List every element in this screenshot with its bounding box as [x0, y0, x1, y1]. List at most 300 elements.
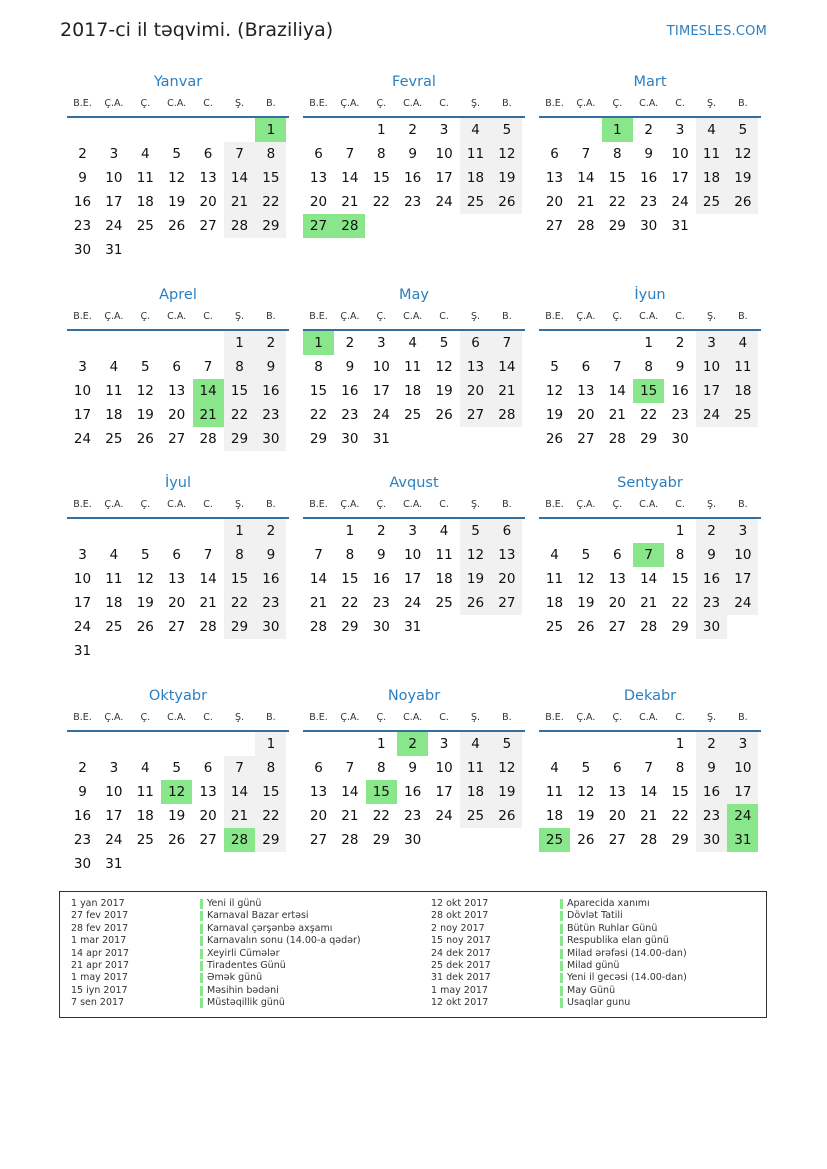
weekday-header: Ş. — [470, 712, 481, 723]
day-cell: 21 — [199, 595, 217, 611]
day-cell: 21 — [491, 379, 522, 403]
day-cell: 14 — [224, 780, 255, 804]
holiday-day-cell: 7 — [633, 543, 664, 567]
day-cell: 5 — [550, 359, 559, 375]
day-cell: 17 — [727, 780, 758, 804]
holiday-day-cell: 2 — [397, 732, 428, 756]
day-cell: 25 — [136, 832, 154, 848]
day-cell: 11 — [545, 571, 564, 587]
day-cell: 13 — [199, 784, 217, 800]
day-cell: 4 — [727, 331, 758, 355]
legend-marker — [560, 949, 563, 959]
day-cell: 20 — [491, 567, 522, 591]
month-name: Avqust — [389, 475, 439, 491]
day-cell: 22 — [341, 595, 359, 611]
day-cell: 22 — [372, 194, 390, 210]
legend-marker — [560, 936, 563, 946]
day-cell: 5 — [141, 547, 150, 563]
weekday-header: B.E. — [545, 712, 564, 723]
day-cell: 16 — [372, 571, 390, 587]
day-cell: 13 — [309, 784, 328, 800]
weekday-header: C. — [203, 98, 213, 109]
weekday-header: Ç. — [376, 712, 387, 723]
day-cell: 4 — [550, 760, 559, 776]
day-cell: 10 — [73, 571, 92, 587]
month-name: Dekabr — [623, 688, 677, 704]
weekday-header: Ç.A. — [104, 311, 124, 322]
day-cell: 14 — [309, 571, 328, 587]
legend-date: 12 okt 2017 — [431, 898, 489, 909]
day-cell: 23 — [696, 591, 727, 615]
weekday-header: C.A. — [167, 499, 187, 510]
day-cell: 23 — [372, 595, 390, 611]
day-cell: 8 — [224, 543, 255, 567]
day-cell: 29 — [224, 427, 255, 451]
legend-date: 27 fev 2017 — [71, 910, 129, 922]
day-cell: 2 — [255, 331, 286, 355]
legend-date: 7 sen 2017 — [71, 997, 125, 1009]
weekday-header: C.A. — [403, 311, 423, 322]
day-cell: 29 — [255, 214, 286, 238]
day-cell: 8 — [613, 146, 622, 162]
day-cell: 25 — [696, 190, 727, 214]
weekday-header: B. — [502, 311, 512, 322]
page-title: 2017-ci il təqvimi. (Braziliya) — [60, 19, 334, 41]
weekday-header: Ç.A. — [104, 499, 124, 510]
day-cell: 1 — [224, 331, 255, 355]
holiday-day-cell: 14 — [193, 379, 224, 403]
day-cell: 23 — [341, 407, 359, 423]
day-cell: 19 — [577, 808, 595, 824]
day-cell: 18 — [545, 595, 564, 611]
day-cell: 3 — [78, 359, 87, 375]
day-cell: 9 — [696, 756, 727, 780]
holiday-day-cell: 1 — [602, 118, 633, 142]
day-cell: 22 — [224, 403, 255, 427]
weekday-header: Ş. — [234, 499, 245, 510]
day-cell: 25 — [545, 619, 564, 635]
day-cell: 30 — [341, 431, 359, 447]
weekday-header: Ş. — [470, 98, 481, 109]
day-cell: 9 — [696, 543, 727, 567]
holiday-day-cell: 25 — [539, 828, 570, 852]
legend-holiday-name: Əmək günü — [207, 972, 263, 984]
weekday-header: B.E. — [309, 712, 328, 723]
day-cell: 17 — [435, 170, 453, 186]
day-cell: 25 — [460, 190, 491, 214]
day-cell: 23 — [255, 591, 286, 615]
day-cell: 16 — [404, 170, 422, 186]
legend-marker — [200, 911, 203, 921]
day-cell: 30 — [372, 619, 390, 635]
day-cell: 28 — [224, 214, 255, 238]
weekday-header: C.A. — [167, 311, 187, 322]
day-cell: 23 — [640, 194, 658, 210]
brand-logo-link[interactable]: TIMESLES.COM — [666, 24, 767, 39]
day-cell: 12 — [491, 142, 522, 166]
weekday-header: B. — [738, 98, 748, 109]
day-cell: 15 — [224, 567, 255, 591]
day-cell: 22 — [608, 194, 626, 210]
day-cell: 3 — [675, 122, 685, 138]
day-cell: 31 — [105, 856, 123, 872]
day-cell: 3 — [727, 519, 758, 543]
day-cell: 12 — [435, 359, 453, 375]
weekday-header: Ç.A. — [104, 98, 124, 109]
day-cell: 22 — [372, 808, 390, 824]
day-cell: 29 — [608, 218, 626, 234]
day-cell: 3 — [78, 547, 87, 563]
day-cell: 9 — [255, 355, 286, 379]
day-cell: 7 — [644, 760, 653, 776]
weekday-header: Ç. — [376, 311, 387, 322]
day-cell: 12 — [545, 383, 564, 399]
day-cell: 13 — [545, 170, 564, 186]
weekday-header: Ş. — [234, 712, 245, 723]
weekday-header: B.E. — [73, 712, 92, 723]
holiday-day-cell: 31 — [727, 828, 758, 852]
day-cell: 20 — [460, 379, 491, 403]
day-cell: 15 — [309, 383, 328, 399]
day-cell: 22 — [255, 190, 286, 214]
day-cell: 21 — [224, 804, 255, 828]
weekday-header: Ş. — [234, 311, 245, 322]
day-cell: 14 — [199, 571, 217, 587]
day-cell: 7 — [581, 146, 591, 162]
day-cell: 4 — [439, 523, 449, 539]
weekday-header: C.A. — [403, 499, 423, 510]
day-cell: 16 — [341, 383, 359, 399]
day-cell: 19 — [136, 595, 154, 611]
legend-date: 1 may 2017 — [431, 984, 488, 996]
day-cell: 16 — [404, 784, 422, 800]
day-cell: 16 — [73, 194, 92, 210]
weekday-header: Ş. — [706, 499, 717, 510]
day-cell: 1 — [377, 122, 386, 138]
day-cell: 30 — [696, 615, 727, 639]
day-cell: 7 — [345, 760, 355, 776]
day-cell: 5 — [460, 519, 491, 543]
weekday-header: Ç.A. — [576, 499, 596, 510]
day-cell: 9 — [345, 359, 355, 375]
holiday-day-cell: 15 — [633, 379, 664, 403]
weekday-header: Ş. — [470, 499, 481, 510]
legend-marker — [200, 973, 203, 983]
day-cell: 2 — [78, 146, 87, 162]
weekday-header: Ş. — [706, 98, 717, 109]
weekday-header: C. — [203, 712, 213, 723]
month-name: May — [399, 287, 429, 303]
day-cell: 12 — [136, 383, 154, 399]
day-cell: 8 — [314, 359, 323, 375]
day-cell: 10 — [696, 355, 727, 379]
day-cell: 18 — [105, 407, 123, 423]
day-cell: 13 — [491, 543, 522, 567]
day-cell: 23 — [671, 407, 689, 423]
day-cell: 3 — [439, 122, 449, 138]
day-cell: 2 — [255, 519, 286, 543]
legend-marker — [200, 949, 203, 959]
weekday-header: C. — [675, 311, 685, 322]
day-cell: 9 — [644, 146, 653, 162]
day-cell: 11 — [136, 784, 154, 800]
day-cell: 5 — [491, 732, 522, 756]
weekday-header: C.A. — [403, 712, 423, 723]
day-cell: 9 — [78, 784, 87, 800]
day-cell: 12 — [168, 170, 186, 186]
day-cell: 25 — [105, 619, 123, 635]
day-cell: 8 — [644, 359, 653, 375]
day-cell: 13 — [168, 571, 186, 587]
day-cell: 31 — [73, 643, 92, 659]
day-cell: 10 — [105, 170, 123, 186]
day-cell: 30 — [255, 615, 286, 639]
legend-date: 1 may 2017 — [71, 972, 128, 984]
day-cell: 21 — [224, 190, 255, 214]
day-cell: 7 — [224, 756, 255, 780]
day-cell: 19 — [168, 194, 186, 210]
day-cell: 17 — [435, 784, 453, 800]
day-cell: 7 — [314, 547, 323, 563]
day-cell: 4 — [109, 359, 119, 375]
weekday-header: C. — [439, 98, 449, 109]
month-name: Mart — [633, 74, 667, 90]
legend-date: 31 dek 2017 — [431, 972, 491, 984]
day-cell: 30 — [640, 218, 658, 234]
legend-holiday-name: Karnavalın sonu (14.00-a qədər) — [207, 935, 361, 947]
day-cell: 2 — [78, 760, 87, 776]
day-cell: 1 — [345, 523, 355, 539]
day-cell: 18 — [727, 379, 758, 403]
legend-marker — [560, 973, 563, 983]
day-cell: 27 — [608, 832, 626, 848]
weekday-header: Ş. — [470, 311, 481, 322]
weekday-header: B.E. — [545, 311, 564, 322]
day-cell: 5 — [581, 760, 591, 776]
day-cell: 2 — [696, 732, 727, 756]
day-cell: 27 — [199, 218, 217, 234]
day-cell: 23 — [404, 808, 422, 824]
weekday-header: C.A. — [639, 98, 659, 109]
day-cell: 28 — [341, 832, 359, 848]
day-cell: 28 — [199, 619, 217, 635]
day-cell: 26 — [727, 190, 758, 214]
day-cell: 2 — [644, 122, 653, 138]
day-cell: 15 — [671, 571, 689, 587]
day-cell: 28 — [640, 619, 658, 635]
day-cell: 18 — [460, 780, 491, 804]
day-cell: 25 — [460, 804, 491, 828]
holiday-day-cell: 28 — [224, 828, 255, 852]
day-cell: 13 — [460, 355, 491, 379]
weekday-header: Ç. — [376, 499, 387, 510]
day-cell: 2 — [675, 335, 685, 351]
day-cell: 4 — [460, 732, 491, 756]
day-cell: 31 — [105, 242, 123, 258]
day-cell: 3 — [377, 335, 386, 351]
day-cell: 21 — [341, 194, 359, 210]
day-cell: 25 — [136, 218, 154, 234]
weekday-header: C. — [675, 712, 685, 723]
day-cell: 12 — [727, 142, 758, 166]
day-cell: 18 — [105, 595, 123, 611]
legend-marker — [560, 998, 563, 1008]
legend-date: 1 mar 2017 — [71, 935, 127, 947]
legend-marker — [200, 998, 203, 1008]
day-cell: 19 — [577, 595, 595, 611]
legend-date: 15 iyn 2017 — [71, 984, 128, 996]
day-cell: 28 — [309, 619, 328, 635]
weekday-header: C. — [675, 499, 685, 510]
day-cell: 10 — [105, 784, 123, 800]
day-cell: 16 — [696, 780, 727, 804]
legend-holiday-name: Xeyirli Cümələr — [207, 947, 280, 959]
day-cell: 11 — [435, 547, 453, 563]
day-cell: 11 — [727, 355, 758, 379]
weekday-header: C.A. — [639, 712, 659, 723]
day-cell: 26 — [491, 804, 522, 828]
weekday-header: B. — [502, 98, 512, 109]
legend-date: 24 dek 2017 — [431, 947, 491, 959]
day-cell: 23 — [696, 804, 727, 828]
day-cell: 11 — [460, 756, 491, 780]
weekday-header: B.E. — [309, 499, 328, 510]
day-cell: 8 — [377, 760, 386, 776]
day-cell: 13 — [608, 784, 626, 800]
day-cell: 25 — [727, 403, 758, 427]
day-cell: 13 — [199, 170, 217, 186]
day-cell: 11 — [136, 170, 154, 186]
day-cell: 24 — [435, 194, 453, 210]
day-cell: 24 — [404, 595, 422, 611]
day-cell: 22 — [255, 804, 286, 828]
day-cell: 21 — [309, 595, 328, 611]
day-cell: 8 — [675, 547, 685, 563]
weekday-header: Ç.A. — [104, 712, 124, 723]
day-cell: 8 — [255, 756, 286, 780]
day-cell: 18 — [545, 808, 564, 824]
weekday-header: Ç. — [140, 499, 151, 510]
day-cell: 5 — [439, 335, 449, 351]
weekday-header: Ç. — [140, 311, 151, 322]
day-cell: 3 — [408, 523, 417, 539]
day-cell: 22 — [224, 591, 255, 615]
legend-holiday-name: Karnaval çərşənbə axşamı — [207, 922, 333, 934]
holiday-day-cell: 12 — [161, 780, 192, 804]
day-cell: 29 — [671, 619, 689, 635]
day-cell: 16 — [73, 808, 92, 824]
day-cell: 24 — [105, 832, 123, 848]
day-cell: 19 — [168, 808, 186, 824]
day-cell: 21 — [640, 808, 658, 824]
day-cell: 19 — [136, 407, 154, 423]
day-cell: 24 — [105, 218, 123, 234]
day-cell: 10 — [372, 359, 390, 375]
weekday-header: B.E. — [73, 311, 92, 322]
weekday-header: Ş. — [706, 311, 717, 322]
day-cell: 26 — [168, 832, 186, 848]
day-cell: 6 — [613, 760, 622, 776]
day-cell: 10 — [671, 146, 689, 162]
legend-holiday-name: Müstəqillik günü — [207, 997, 285, 1009]
day-cell: 23 — [404, 194, 422, 210]
day-cell: 27 — [608, 619, 626, 635]
day-cell: 15 — [671, 784, 689, 800]
day-cell: 20 — [545, 194, 564, 210]
day-cell: 17 — [73, 595, 92, 611]
weekday-header: B.E. — [545, 499, 564, 510]
day-cell: 5 — [141, 359, 150, 375]
holiday-day-cell: 28 — [334, 214, 365, 238]
legend-date: 25 dek 2017 — [431, 960, 491, 971]
day-cell: 9 — [78, 170, 87, 186]
weekday-header: B.E. — [73, 98, 92, 109]
legend-marker — [200, 986, 203, 996]
day-cell: 20 — [168, 407, 186, 423]
day-cell: 1 — [224, 519, 255, 543]
month-name: Sentyabr — [617, 475, 683, 491]
weekday-header: C.A. — [167, 712, 187, 723]
legend-marker — [200, 899, 203, 909]
day-cell: 30 — [73, 242, 92, 258]
day-cell: 20 — [608, 808, 626, 824]
day-cell: 2 — [345, 335, 355, 351]
day-cell: 11 — [105, 571, 123, 587]
day-cell: 28 — [577, 218, 595, 234]
day-cell: 20 — [608, 595, 626, 611]
day-cell: 20 — [168, 595, 186, 611]
weekday-header: Ç. — [612, 712, 623, 723]
weekday-header: B. — [502, 499, 512, 510]
legend-date: 15 noy 2017 — [431, 935, 491, 947]
day-cell: 5 — [172, 146, 181, 162]
day-cell: 24 — [696, 403, 727, 427]
weekday-header: B. — [738, 499, 748, 510]
day-cell: 4 — [460, 118, 491, 142]
holiday-day-cell: 24 — [727, 804, 758, 828]
day-cell: 27 — [545, 218, 564, 234]
legend-marker — [560, 911, 563, 921]
legend-date: 28 fev 2017 — [71, 922, 129, 934]
day-cell: 20 — [309, 194, 328, 210]
day-cell: 10 — [435, 146, 453, 162]
day-cell: 18 — [404, 383, 422, 399]
day-cell: 8 — [345, 547, 355, 563]
day-cell: 6 — [581, 359, 591, 375]
day-cell: 10 — [435, 760, 453, 776]
weekday-header: B. — [502, 712, 512, 723]
day-cell: 6 — [172, 547, 181, 563]
legend-date: 14 apr 2017 — [71, 947, 130, 959]
day-cell: 7 — [491, 331, 522, 355]
day-cell: 8 — [224, 355, 255, 379]
day-cell: 4 — [141, 146, 150, 162]
day-cell: 6 — [550, 146, 559, 162]
weekday-header: Ş. — [234, 98, 245, 109]
weekday-header: Ç. — [376, 98, 387, 109]
legend-date: 21 apr 2017 — [71, 960, 130, 971]
day-cell: 10 — [404, 547, 422, 563]
day-cell: 12 — [460, 543, 491, 567]
day-cell: 14 — [577, 170, 595, 186]
day-cell: 3 — [727, 732, 758, 756]
day-cell: 6 — [314, 760, 323, 776]
day-cell: 1 — [377, 736, 386, 752]
day-cell: 29 — [372, 832, 390, 848]
day-cell: 17 — [372, 383, 390, 399]
day-cell: 1 — [675, 736, 685, 752]
day-cell: 27 — [577, 431, 595, 447]
